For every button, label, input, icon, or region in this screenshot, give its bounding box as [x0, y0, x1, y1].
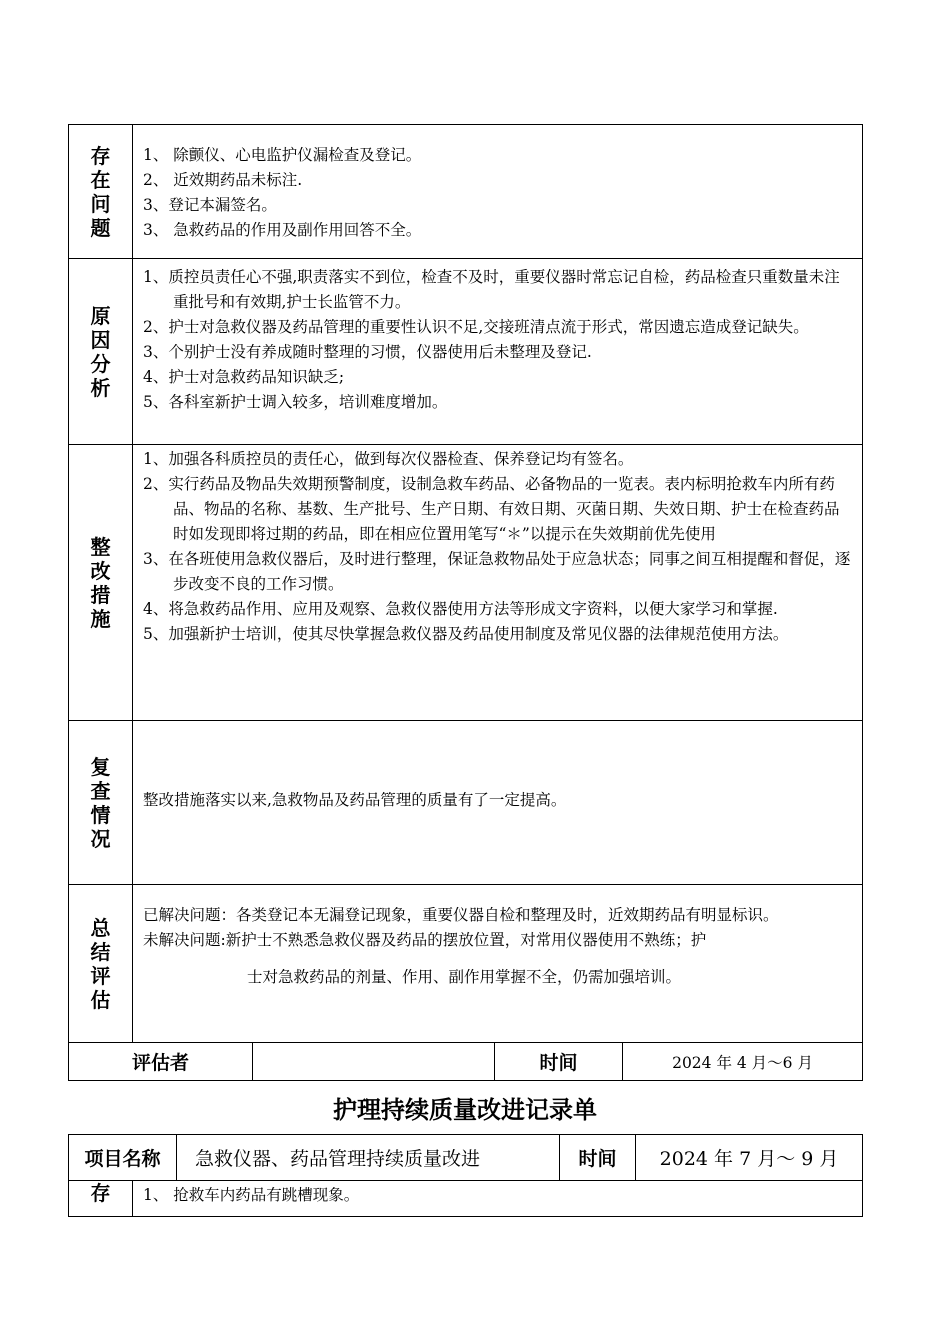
- solved-line: [143, 903, 854, 928]
- problem-item: 3、 急救药品的作用及副作用回答不全。: [143, 221, 422, 239]
- label-char: 复: [90, 754, 111, 779]
- problems-label: [69, 125, 133, 259]
- problems-row: [69, 125, 863, 259]
- summary-row: [69, 885, 863, 1043]
- lower-time-label: 时间: [560, 1135, 636, 1181]
- project-label: 项目名称: [69, 1135, 177, 1181]
- label-char: 施: [90, 606, 111, 631]
- unsolved-line: [143, 928, 854, 953]
- label-char: 查: [90, 778, 111, 803]
- upper-record-table: [68, 124, 863, 1081]
- lower-problem-item: 1、 抢救车内药品有跳槽现象。: [133, 1181, 863, 1217]
- label-char: 总: [90, 915, 111, 940]
- summary-label: [69, 885, 133, 1043]
- label-char: 析: [90, 375, 111, 400]
- solved-text: 各类登记本无漏登记现象，重要仪器自检和整理及时，近效期药品有明显标识。: [236, 906, 779, 924]
- cause-item: 2、护士对急救仪器及药品管理的重要性认识不足,交接班清点流于形式，常因遗忘造成登记缺失。: [143, 318, 809, 336]
- assessor-label: 评估者: [69, 1043, 253, 1081]
- review-label: [69, 721, 133, 885]
- label-char: 题: [90, 215, 111, 240]
- causes-row: [69, 259, 863, 445]
- lower-problems-label: 存: [69, 1181, 133, 1217]
- unsolved-label: 未解决问题:: [143, 931, 226, 949]
- label-char: 问: [90, 191, 111, 216]
- lower-problems-row: [69, 1181, 863, 1217]
- project-row: [69, 1135, 863, 1181]
- label-char: 措: [90, 582, 111, 607]
- label-char: 分: [90, 351, 111, 376]
- time-label: 时间: [495, 1043, 623, 1081]
- cause-item: 5、各科室新护士调入较多，培训难度增加。: [143, 393, 448, 411]
- lower-time-value: 2024 年 7 月～ 9 月: [636, 1135, 863, 1181]
- label-char: 因: [90, 327, 111, 352]
- causes-label: [69, 259, 133, 445]
- label-char: 改: [90, 558, 111, 583]
- label-char: 整: [90, 534, 111, 559]
- measures-content: [133, 445, 863, 721]
- label-char: 评: [90, 963, 111, 988]
- cause-item: 3、个别护士没有养成随时整理的习惯，仪器使用后未整理及登记.: [143, 343, 592, 361]
- solved-label: 已解决问题：: [143, 906, 237, 924]
- label-char: 结: [90, 939, 111, 964]
- label-char: 情: [90, 802, 111, 827]
- measure-item: 2、实行药品及物品失效期预警制度，设制急救车药品、必备物品的一览表。表内标明抢救车内所有药品、物品的名称、基数、生产批号、生产日期、有效日期、灭菌日期、失效日期、护士在检查药品时如发现即将过期的药品，即在相应位置用笔写“＊”以提示在失效期前优先使用: [143, 475, 840, 543]
- lower-record-table: [68, 1134, 863, 1217]
- label-char: 存: [90, 143, 111, 168]
- unsolved-text-1: 新护士不熟悉急救仪器及药品的摆放位置，对常用仪器使用不熟练；护: [225, 931, 707, 949]
- problem-item: 3、登记本漏签名。: [143, 196, 277, 214]
- label-char: 估: [90, 987, 111, 1012]
- measures-row: [69, 445, 863, 721]
- measures-label: [69, 445, 133, 721]
- causes-content: [133, 259, 863, 445]
- label-char: 原: [90, 303, 111, 328]
- summary-content: [133, 885, 863, 1043]
- review-row: [69, 721, 863, 885]
- label-char: 况: [90, 826, 111, 851]
- problem-item: 2、 近效期药品未标注.: [143, 171, 303, 189]
- assessor-value: [253, 1043, 495, 1081]
- form-title: 护理持续质量改进记录单: [333, 1096, 597, 1124]
- unsolved-text-2: 士对急救药品的剂量、作用、副作用掌握不全，仍需加强培训。: [247, 968, 682, 986]
- time-value: 2024 年 4 月～6 月: [623, 1043, 863, 1081]
- cause-item: 4、护士对急救药品知识缺乏;: [143, 368, 345, 386]
- measure-item: 4、将急救药品作用、应用及观察、急救仪器使用方法等形成文字资料，以便大家学习和掌握.: [143, 600, 778, 618]
- measure-item: 3、在各班使用急救仪器后，及时进行整理，保证急救物品处于应急状态；同事之间互相提醒和督促，逐步改变不良的工作习惯。: [143, 550, 851, 593]
- review-text: 整改措施落实以来,急救物品及药品管理的质量有了一定提高。: [143, 791, 567, 809]
- assessor-row: [69, 1043, 863, 1081]
- project-value: 急救仪器、药品管理持续质量改进: [177, 1135, 560, 1181]
- label-char: 在: [90, 167, 111, 192]
- problems-content: [133, 125, 863, 259]
- review-content: [133, 721, 863, 885]
- measure-item: 5、加强新护士培训，使其尽快掌握急救仪器及药品使用制度及常见仪器的法律规范使用方法。: [143, 625, 789, 643]
- measure-item: 1、加强各科质控员的责任心，做到每次仪器检查、保养登记均有签名。: [143, 450, 634, 468]
- problem-item: 1、 除颤仪、心电监护仪漏检查及登记。: [143, 146, 422, 164]
- cause-item: 1、质控员责任心不强,职责落实不到位，检查不及时，重要仪器时常忘记自检，药品检查只重数量未注重批号和有效期,护士长监管不力。: [143, 268, 840, 311]
